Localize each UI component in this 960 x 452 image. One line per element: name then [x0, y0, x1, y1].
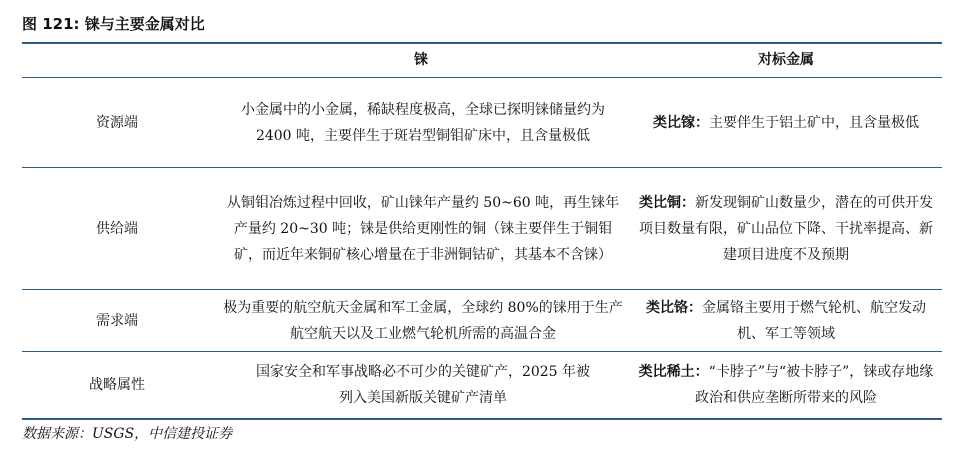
compare-text: 主要伴生于铝土矿中，且含量极低: [709, 115, 919, 131]
figure-title: 图 121: 铼与主要金属对比: [22, 15, 205, 33]
compare-cell: [630, 290, 942, 352]
row-label: 供给端: [96, 221, 138, 237]
rhenium-cell: 小金属中的小金属，稀缺程度极高，全球已探明铼储量约为2400 吨，主要伴生于斑岩型铜钼矿床中，且含量极低: [241, 102, 605, 144]
rhenium-cell: 国家安全和军事战略必不可少的关键矿产，2025 年被列入美国新版关键矿产清单: [255, 364, 591, 406]
column-header-compare: 对标金属: [758, 52, 814, 68]
row-label: 需求端: [96, 313, 138, 329]
compare-cell: [630, 78, 942, 168]
table-row: [22, 290, 942, 352]
row-label: 战略属性: [89, 377, 145, 393]
compare-lead: 类比铜：: [639, 195, 695, 211]
table-row: [22, 168, 942, 290]
table-row: [22, 78, 942, 168]
rhenium-cell: 极为重要的航空航天金属和军工金属，全球约 80%的铼用于生产航空航天以及工业燃气轮机所需的高温合金: [223, 300, 623, 342]
compare-text: 新发现铜矿山数量少，潜在的可供开发项目数量有限，矿山品位下降、干扰率提高、新建项目进度不及预期: [639, 195, 933, 263]
compare-cell: [630, 168, 942, 290]
source-note: 数据来源：USGS，中信建投证券: [22, 426, 233, 442]
column-header-rhenium: 铼: [414, 52, 428, 68]
table-bottom-rule: [22, 418, 942, 420]
compare-text: “卡脖子”与“被卡脖子”，铼或存地缘政治和供应垄断所带来的风险: [695, 364, 934, 406]
compare-lead: 类比稀土：: [638, 364, 709, 380]
compare-lead: 类比镓：: [653, 115, 709, 131]
rhenium-cell: 从铜钼冶炼过程中回收，矿山铼年产量约 50~60 吨，再生铼年产量约 20~30 吨；铼是供给更刚性的铜（铼主要伴生于铜钼矿，而近年来铜矿核心增量在于非洲铜钴矿，其基本不含铼）: [226, 195, 620, 263]
table-row: [22, 352, 942, 418]
row-label: 资源端: [96, 115, 138, 131]
compare-text: 金属铬主要用于燃气轮机、航空发动机、军工等领域: [702, 300, 926, 342]
compare-cell: [630, 352, 942, 418]
compare-lead: 类比铬：: [646, 300, 702, 316]
